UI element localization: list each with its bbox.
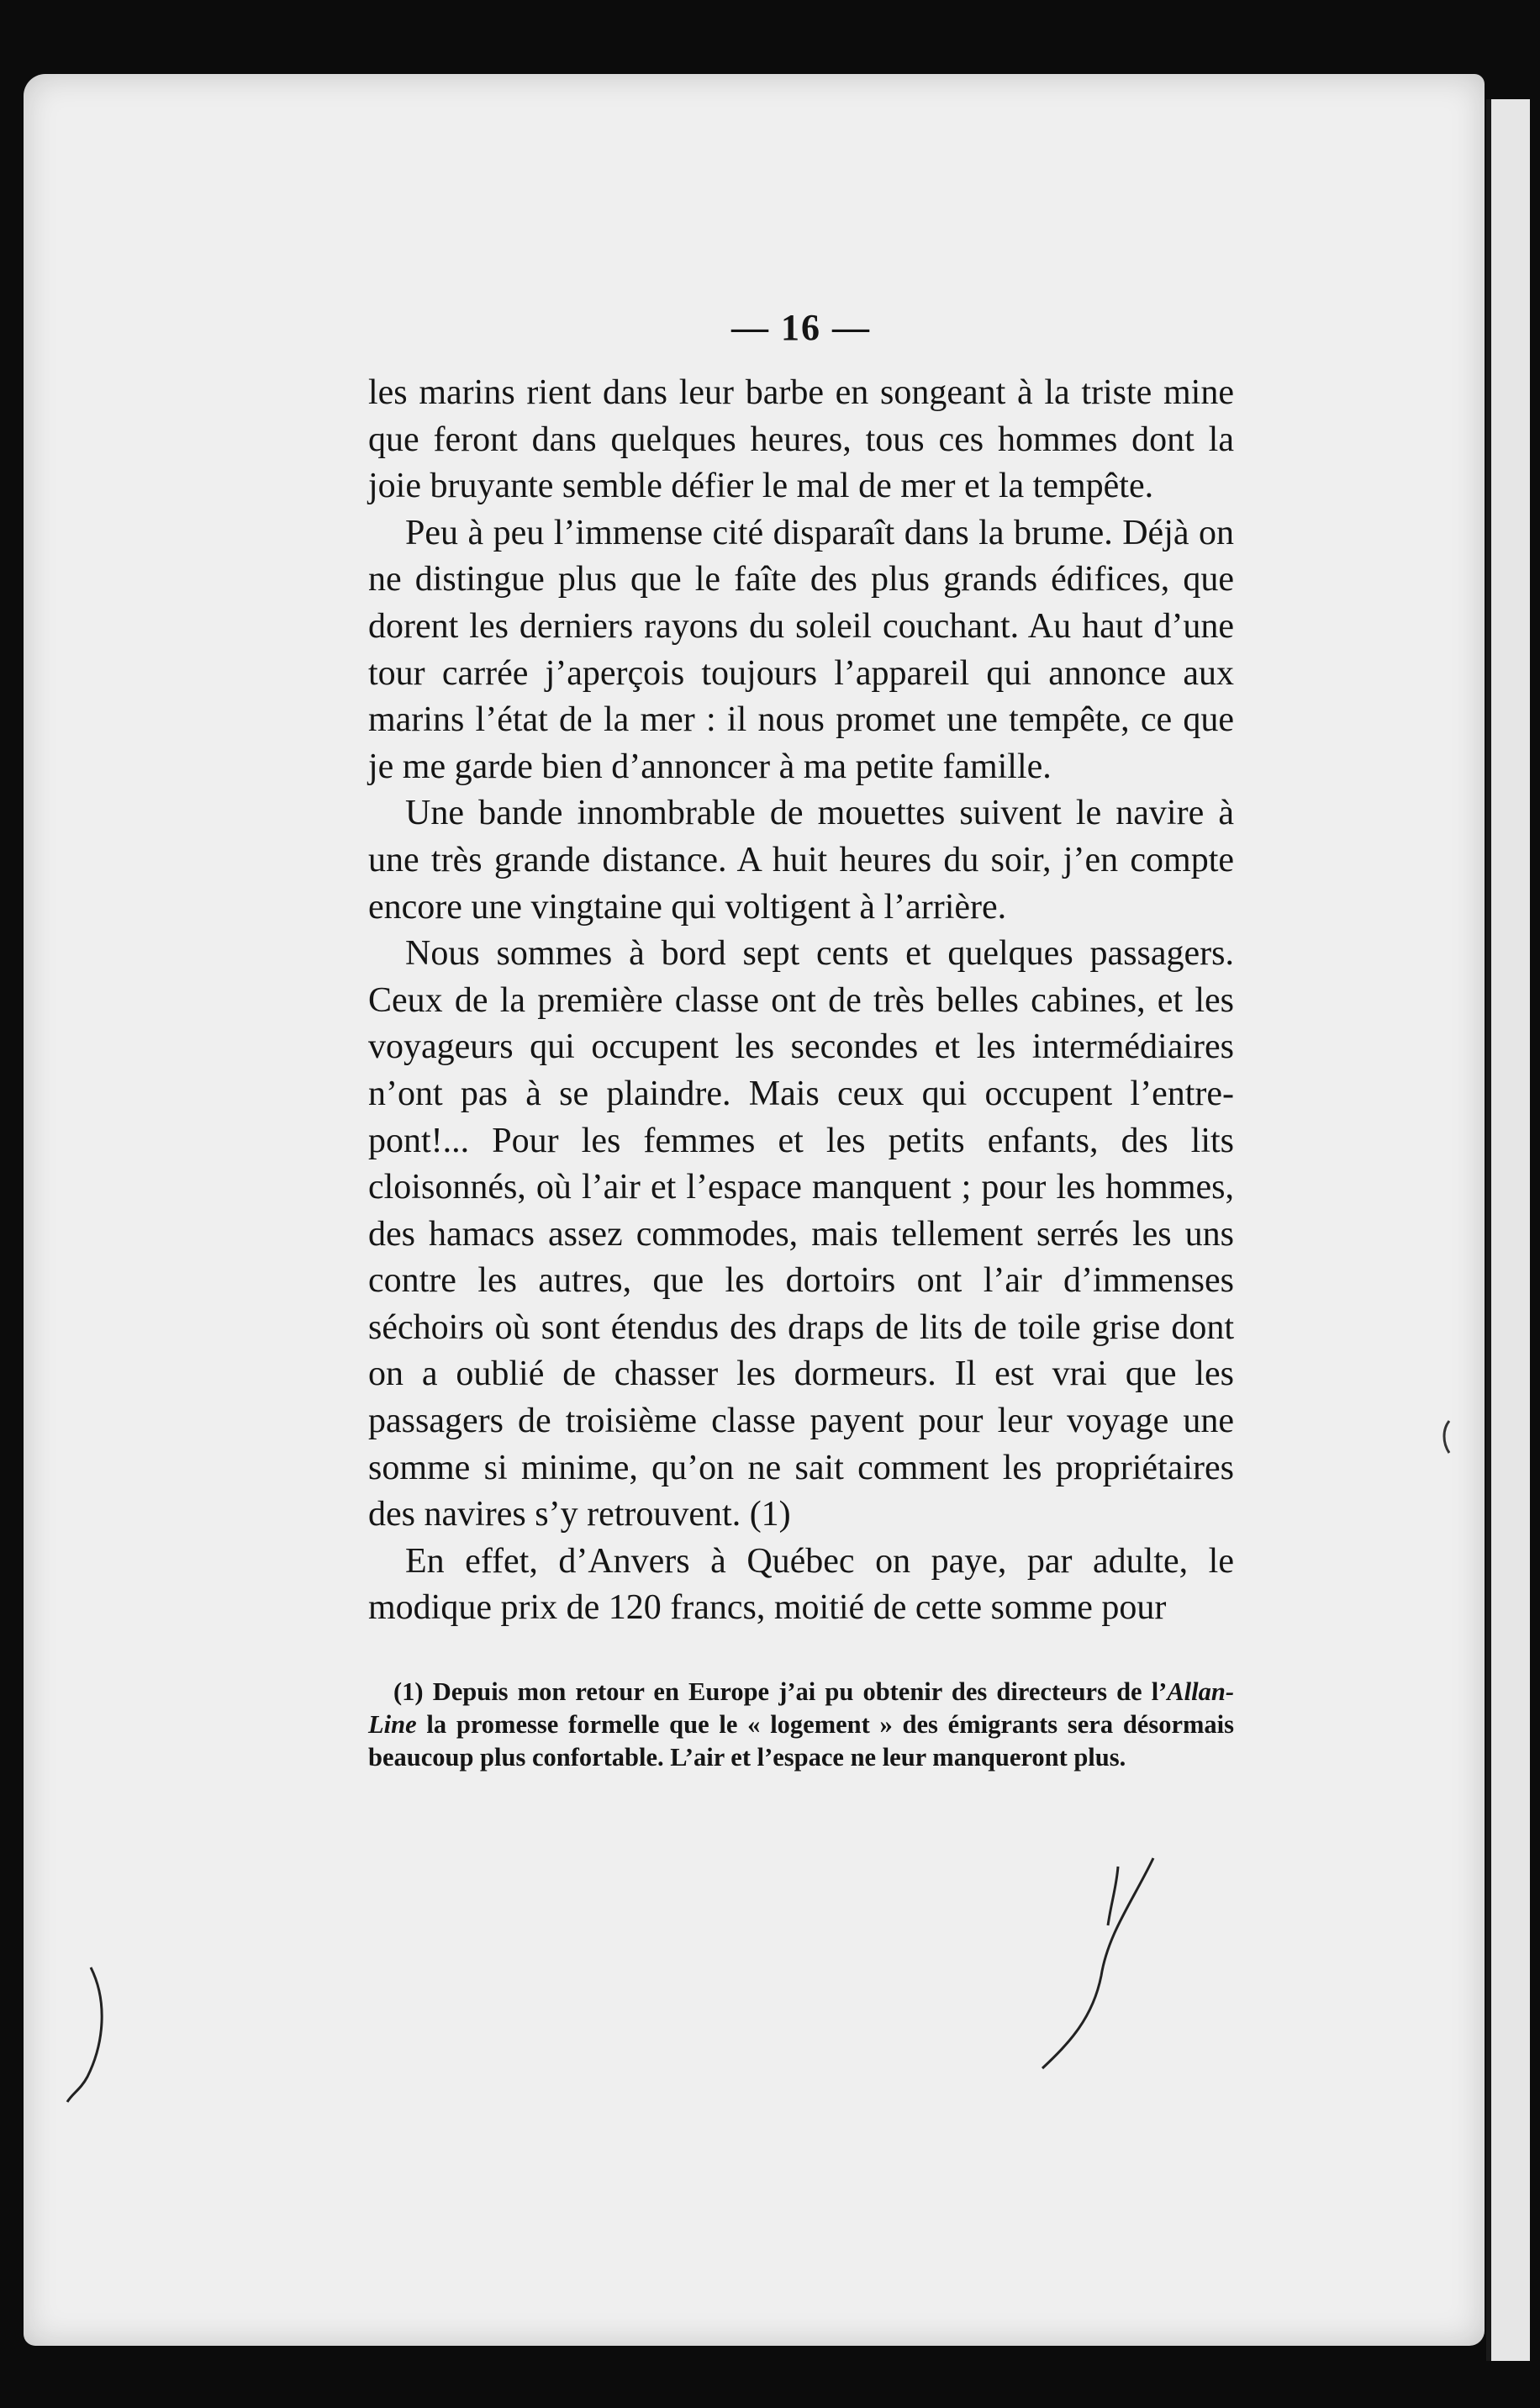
page-number: — 16 — — [731, 307, 871, 348]
footnote-text-end: la promesse formelle que le « logement » des émigrants sera désormais beaucoup plus confortable. L’air et l’espace ne leur manqueront plus. — [368, 1710, 1234, 1772]
footnote-company-name: Allan-Line — [368, 1677, 1235, 1740]
body-text — [368, 370, 1234, 1632]
paragraph-4: Nous sommes à bord sept cents et quelques passagers. Ceux de la première classe ont de très belles cabines, et les voyageurs qui occupent les secondes et les intermédiaires n’ont pas à se plaindre. Mais ceux qui occupent l’entre-pont!... Pour les femmes et les petits enfants, des lits cloisonnés, où l’air et l’espace manquent ; pour les hommes, des hamacs assez commodes, mais tellement serrés les uns contre les autres, que les dortoirs ont l’air d’immenses séchoirs où sont étendus des draps de lits de toile grise dont on a oublié de chasser les dormeurs. Il est vrai que les passagers de troisième classe payent pour leur voyage une somme si minime, qu’on ne sait comment les propriétaires des navires s’y retrouvent. (1) — [368, 934, 1234, 1534]
paragraph-1: les marins rient dans leur barbe en songeant à la triste mine que feront dans quelques heures, tous ces hommes dont la joie bruyante semble défier le mal de mer et la tempête. — [368, 373, 1234, 506]
paragraph-5: En effet, d’Anvers à Québec on paye, par adulte, le modique prix de 120 francs, moitié de cette somme pour — [368, 1541, 1234, 1628]
paragraph-3: Une bande innombrable de mouettes suivent le navire à une très grande distance. A huit heures du soir, j’en compte encore une vingtaine qui voltigent à l’arrière. — [368, 794, 1234, 927]
paragraph-2: Peu à peu l’immense cité disparaît dans la brume. Déjà on ne distingue plus que le faîte des plus grands édifices, que dorent les derniers rayons du soleil couchant. Au haut d’une tour carrée j’aperçois toujours l’appareil qui annonce aux marins l’état de la mer : il nous promet une tempête, ce que je me garde bien d’annoncer à ma petite famille. — [368, 513, 1234, 786]
adjacent-page-edge — [1486, 99, 1530, 2361]
footnote — [368, 1676, 1234, 1774]
footnote-text-start: Depuis mon retour en Europe j’ai pu obtenir des directeurs de l’ — [432, 1677, 1168, 1707]
text-block — [368, 303, 1234, 1967]
footnote-marker: (1) — [393, 1677, 424, 1707]
